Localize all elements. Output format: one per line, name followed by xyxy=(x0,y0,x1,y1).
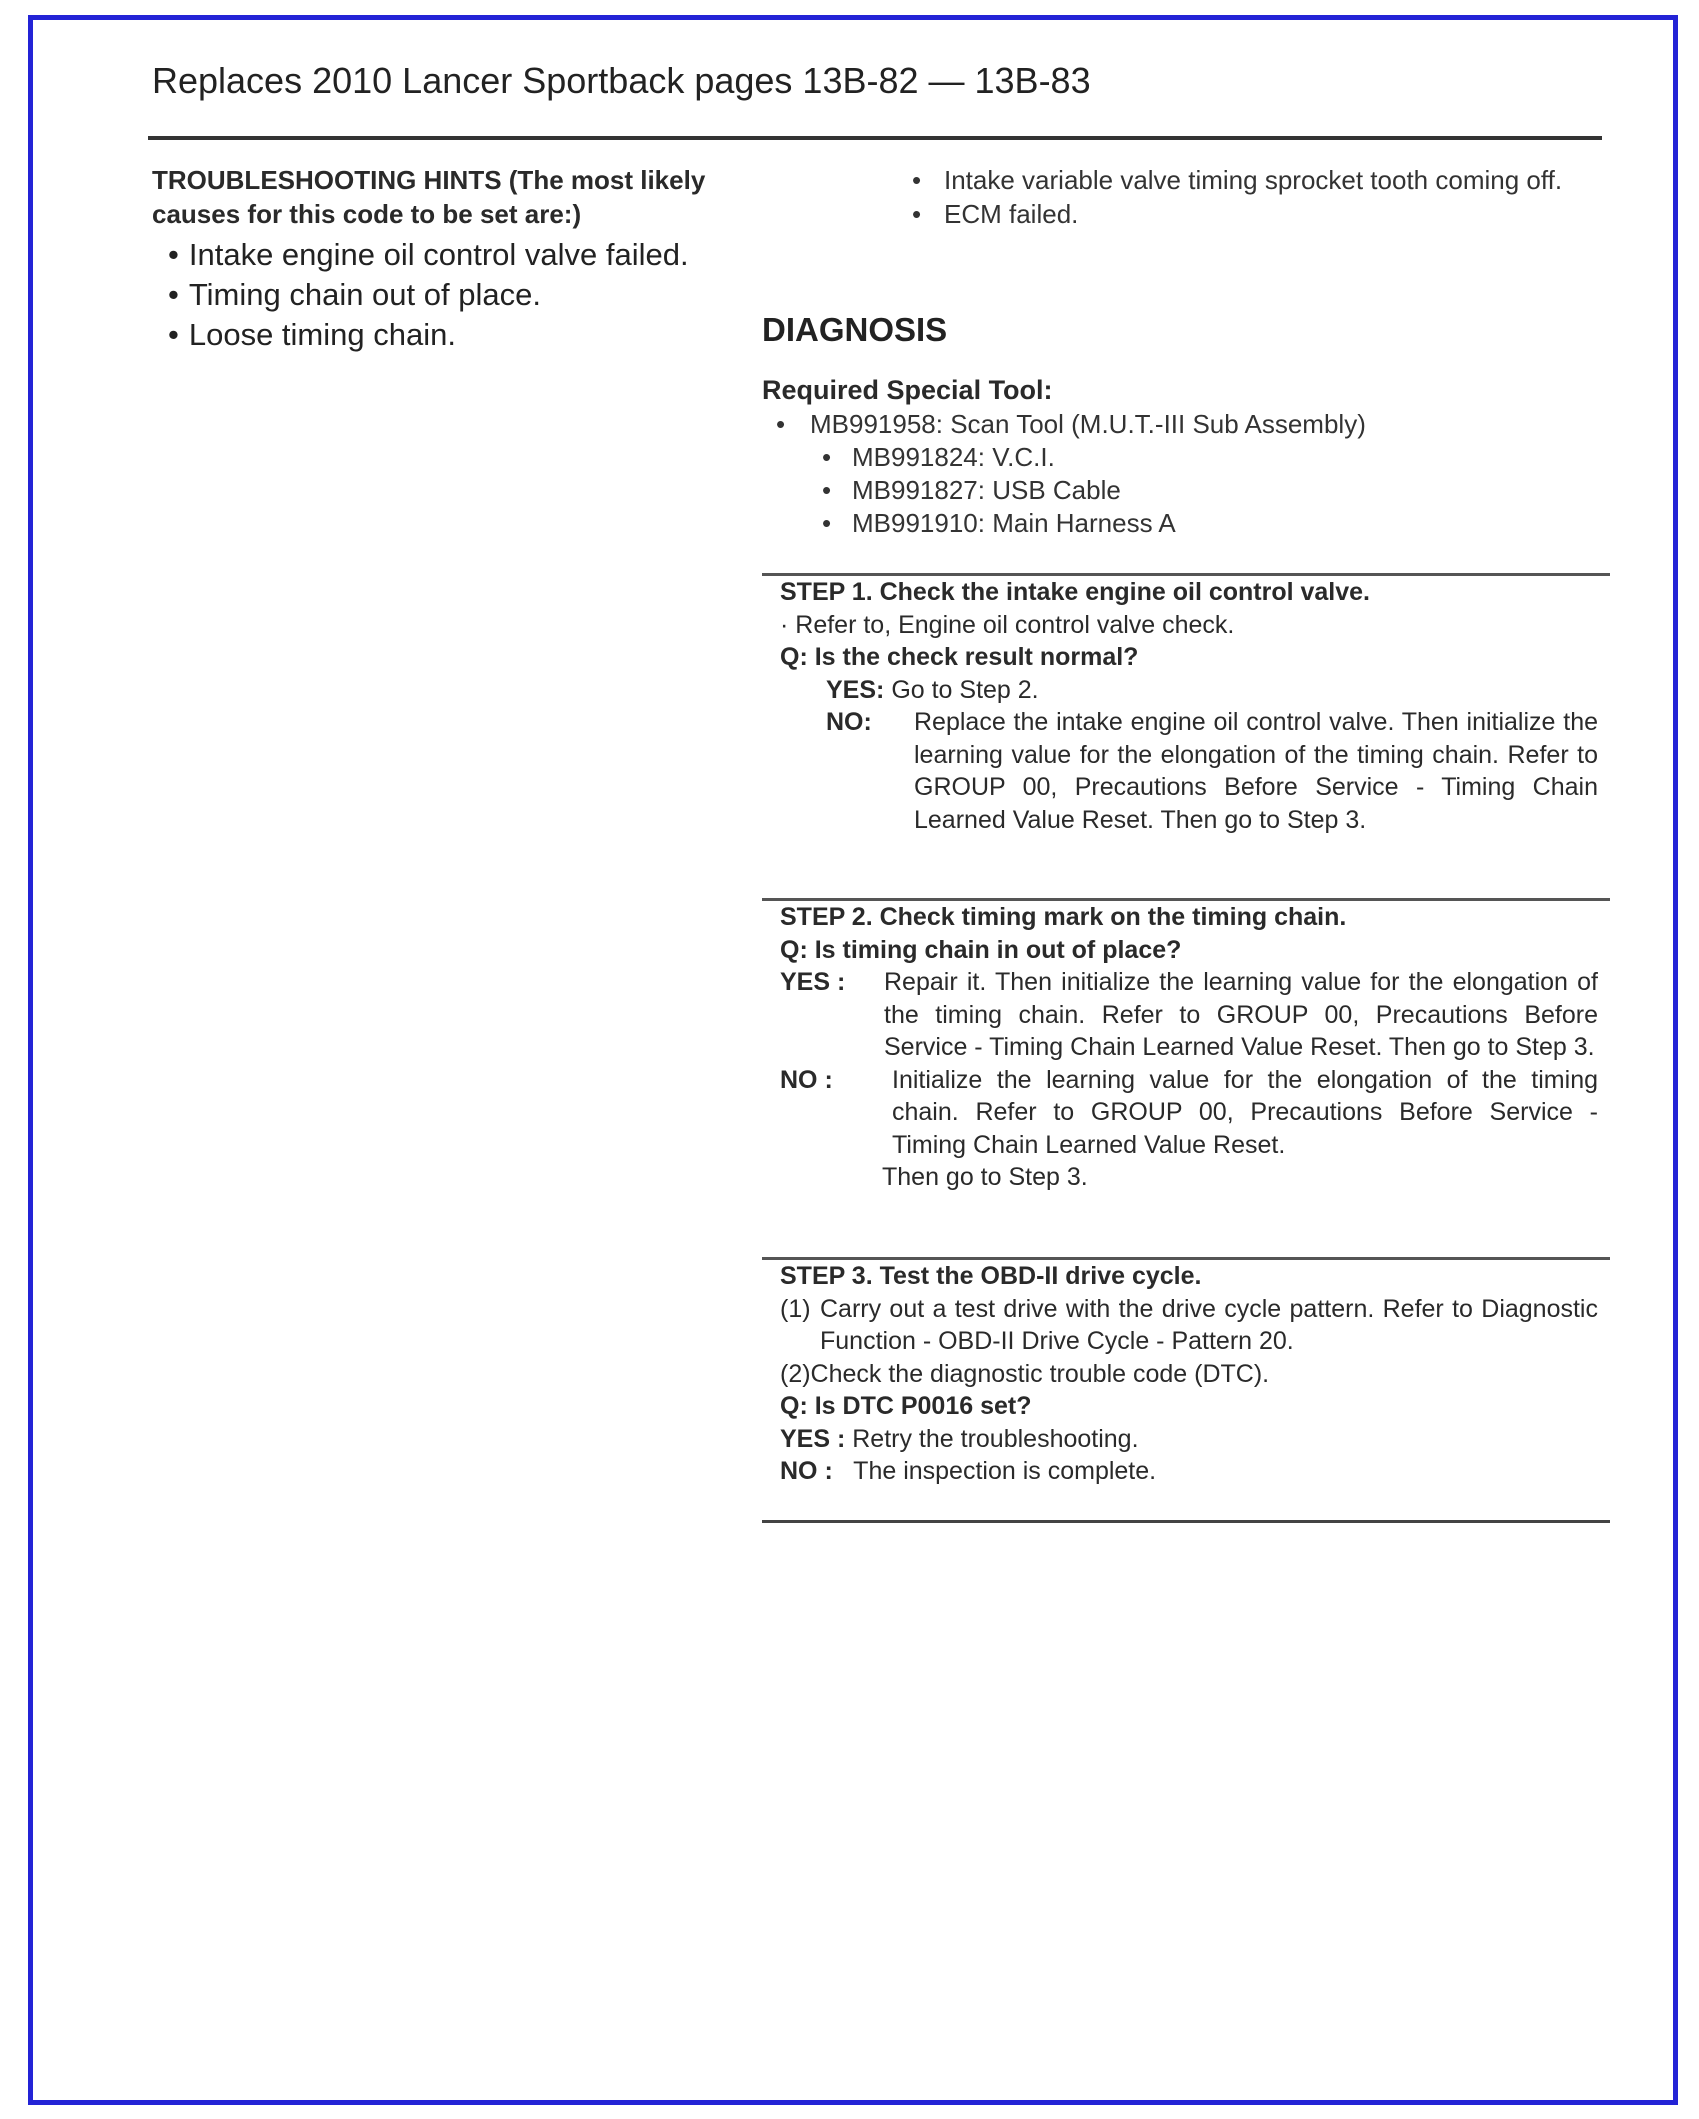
subtool-item: • MB991910: Main Harness A xyxy=(822,507,1612,540)
step-3-no: NO : The inspection is complete. xyxy=(780,1457,1157,1485)
diagnosis-title: DIAGNOSIS xyxy=(762,311,948,348)
required-tool-title: Required Special Tool: xyxy=(762,375,1053,405)
hint-item: • Intake engine oil control valve failed. xyxy=(168,235,832,275)
step-1-ref: · Refer to, Engine oil control valve check. xyxy=(780,610,1235,639)
subtool-item: • MB991824: V.C.I. xyxy=(822,441,1612,474)
hint-item: • Loose timing chain. xyxy=(168,315,832,355)
hint-item: • Timing chain out of place. xyxy=(168,275,832,315)
hint-item: • Intake variable valve timing sprocket tooth coming off. xyxy=(912,163,1612,197)
step-1 xyxy=(762,573,1610,836)
step-3-title: STEP 3. Test the OBD-II drive cycle. xyxy=(780,1262,1202,1290)
step-3-item-2: (2)Check the diagnostic trouble code (DTC). xyxy=(780,1359,1270,1388)
page-header: Replaces 2010 Lancer Sportback pages 13B-82 — 13B-83 xyxy=(152,60,1091,101)
step-3-yes: YES : Retry the troubleshooting. xyxy=(780,1424,1139,1453)
step-2-no: NO : Initialize the learning value for the elongation of the timing chain. Refer to GROUP 00, Precautions Before Service - Timing Chain Learned Value Reset. xyxy=(780,1065,1598,1159)
step-1-title: STEP 1. Check the intake engine oil control valve. xyxy=(780,578,1371,606)
hints-title-line1: TROUBLESHOOTING HINTS (The most likely xyxy=(152,165,706,195)
hints-title-line2: causes for this code to be set are:) xyxy=(152,199,582,229)
section-end-rule xyxy=(762,1520,1610,1523)
step-2-title: STEP 2. Check timing mark on the timing chain. xyxy=(780,903,1347,931)
step-1-yes: YES: Go to Step 2. xyxy=(826,675,1039,704)
step-2 xyxy=(762,898,1610,1194)
step-2-yes: YES : Repair it. Then initialize the learning value for the elongation of the timing chain. Refer to GROUP 00, Precautions Before Service - Timing Chain Learned Value Reset. Then go to Step 3. xyxy=(780,968,1598,1061)
subtool-item: • MB991827: USB Cable xyxy=(822,474,1612,507)
hint-item: • ECM failed. xyxy=(912,197,1612,231)
header-rule xyxy=(148,136,1602,140)
step-2-question: Q: Is timing chain in out of place? xyxy=(780,935,1182,964)
step-2-no-then: Then go to Step 3. xyxy=(882,1163,1088,1191)
diagnosis-section xyxy=(762,308,1612,540)
step-3-question: Q: Is DTC P0016 set? xyxy=(780,1392,1032,1420)
tool-item: • MB991958: Scan Tool (M.U.T.-III Sub Assembly) xyxy=(776,408,1612,441)
step-1-no: NO: Replace the intake engine oil control valve. Then initialize the learning value for the elongation of the timing chain. Refer to GROUP 00, Precautions Before Service - Timing Chain Learned Value Reset. Then go to Step 3. xyxy=(826,708,1598,834)
hints-list-left xyxy=(152,235,832,355)
step-3-item-1: (1) Carry out a test drive with the drive cycle pattern. Refer to Diagnostic Function - OBD-II Drive Cycle - Pattern 20. xyxy=(780,1294,1598,1355)
step-3 xyxy=(762,1257,1610,1488)
troubleshooting-hints xyxy=(152,163,832,355)
step-1-question: Q: Is the check result normal? xyxy=(780,643,1139,671)
hints-list-right xyxy=(912,163,1612,231)
